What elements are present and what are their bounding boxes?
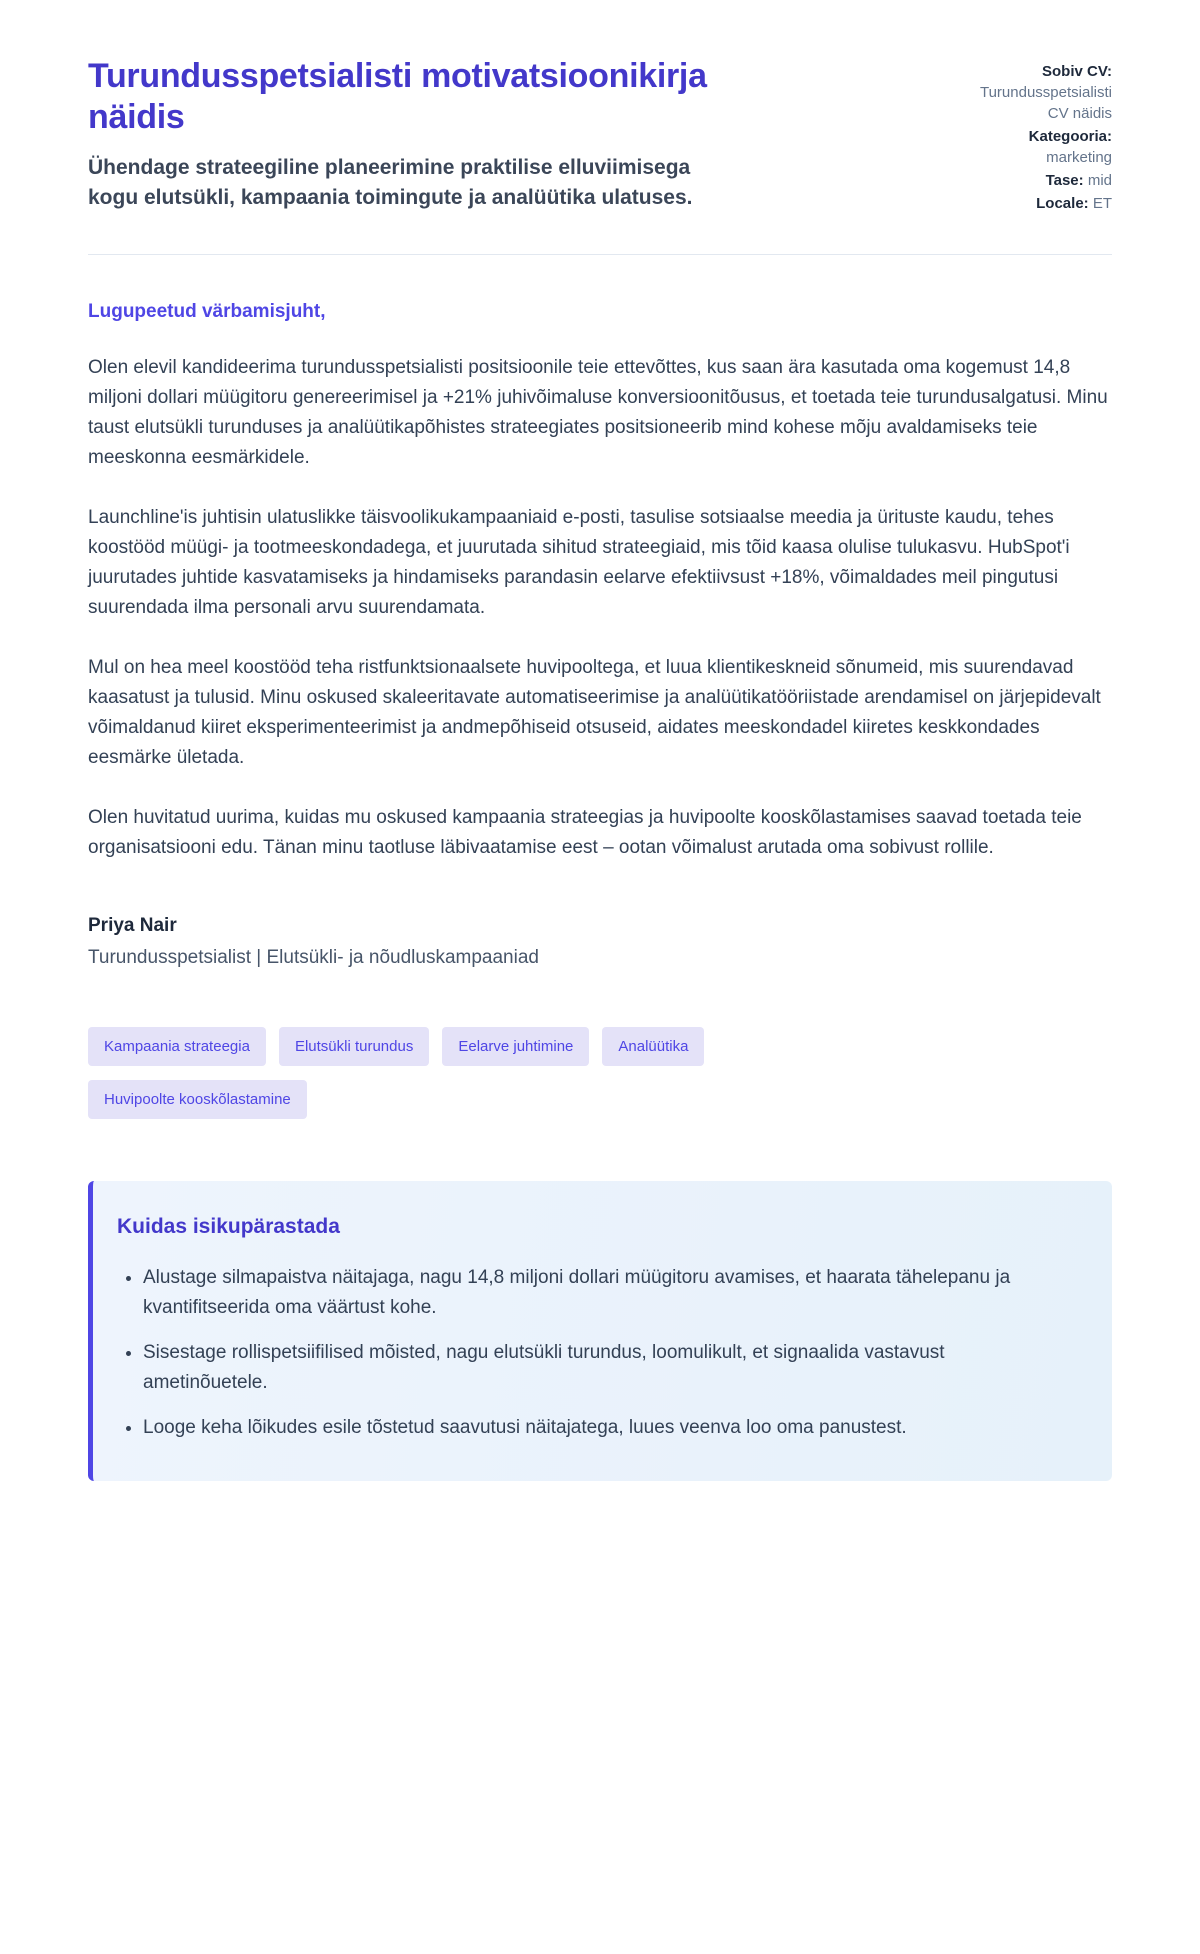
meta-label: Tase:: [1045, 172, 1084, 189]
meta-label: Kategooria:: [1028, 128, 1112, 145]
page-subtitle: Ühendage strateegiline planeerimine praktilise elluviimisega kogu elutsükli, kampaania toimingute ja analüütika ulatuses.: [88, 155, 693, 209]
meta-row-category: [962, 126, 1112, 168]
tip-item-2: • Sisestage rollispetsiifilised mõisted, nagu elutsükli turundus, loomulikult, et signaalida vastavust ametinõuetele.: [143, 1338, 1074, 1398]
meta-row-level: [962, 170, 1112, 191]
tag-stakeholder-alignment: Huvipoolte kooskõlastamine: [88, 1080, 307, 1119]
meta-value: Turundusspetsialisti CV näidis: [979, 84, 1112, 122]
tip-item-1: • Alustage silmapaistva näitajaga, nagu 14,8 miljoni dollari müügitoru avamises, et haarata tähelepanu ja kvantifitseerida oma väärtust kohe.: [143, 1263, 1074, 1323]
tag-analytics: Analüütika: [602, 1027, 704, 1066]
letter-paragraph-1: Olen elevil kandideerima turundusspetsialisti positsioonile teie ettevõttes, kus saan ära kasutada oma kogemust 14,8 miljoni dollari müügitoru genereerimisel ja +21% juhivõimaluse konversioonitõusus, et toetada teie turundusalgatusi. Minu taust elutsükli turunduses ja analüütikapõhistes strateegiates positsioneerib mind kohese mõju avaldamiseks teie meeskonna eesmärkidele.: [88, 357, 1108, 468]
meta-value: marketing: [1046, 149, 1112, 166]
tip-item-3: • Looge keha lõikudes esile tõstetud saavutusi näitajatega, luues veenva loo oma panustest.: [143, 1413, 1074, 1443]
letter-paragraph-3: Mul on hea meel koostööd teha ristfunktsionaalsete huvipooltega, et luua klientikeskneid sõnumeid, mis suurendavad kaasatust ja tulusid. Minu oskused skaleeritavate automatiseerimise ja analüütikatööriistade arendamisel on järjepidevalt võimaldanud kiiret eksperimenteerimist ja andmepõhiseid otsuseid, aidates meeskondadel kiiretes keskkondades eesmärke ületada.: [88, 657, 1101, 768]
page-title: Turundusspetsialisti motivatsioonikirja näidis: [88, 57, 707, 137]
letter-paragraph-2: Launchline'is juhtisin ulatuslikke täisvoolikukampaaniaid e-posti, tasulise sotsiaalse meedia ja ürituste kaudu, tehes koostööd müügi- ja tootmeeskondadega, et juurutada sihitud strateegiaid, mis tõid kaasa olulise tulukasvu. HubSpot'i juurutades juhtide kasvatamiseks ja hindamiseks parandasin eelarve efektiivsust +18%, võimaldades meil pingutusi suurendada ilma personali arvu suurendamata.: [88, 507, 1070, 618]
letter-body: [88, 301, 1112, 969]
tag-lifecycle-marketing: Elutsükli turundus: [279, 1027, 429, 1066]
meta-row-matching-cv: [962, 61, 1112, 124]
meta-panel: [962, 56, 1112, 216]
meta-label: Locale:: [1036, 195, 1089, 212]
personalization-tips-box: [88, 1181, 1112, 1481]
meta-value: mid: [1087, 172, 1112, 189]
tag-budget-management: Eelarve juhtimine: [442, 1027, 589, 1066]
tag-list: [88, 1027, 788, 1119]
meta-value: ET: [1092, 195, 1112, 212]
meta-label: Sobiv CV:: [1041, 63, 1112, 80]
header-text-block: [88, 56, 738, 213]
letter-greeting: Lugupeetud värbamisjuht,: [88, 301, 326, 322]
tips-list: [117, 1263, 1074, 1443]
meta-row-locale: [962, 193, 1112, 214]
divider: [88, 254, 1112, 255]
signature-role: Turundusspetsialist | Elutsükli- ja nõudluskampaaniad: [88, 947, 539, 968]
signature-name: Priya Nair: [88, 915, 177, 936]
tag-campaign-strategy: Kampaania strateegia: [88, 1027, 266, 1066]
letter-paragraph-4: Olen huvitatud uurima, kuidas mu oskused kampaania strateegias ja huvipoolte kooskõlastamises saavad toetada teie organisatsiooni edu. Tänan minu taotluse läbivaatamise eest – ootan võimalust arutada oma sobivust rollile.: [88, 807, 1082, 858]
tips-title: Kuidas isikupärastada: [117, 1215, 340, 1238]
header: [88, 56, 1112, 216]
